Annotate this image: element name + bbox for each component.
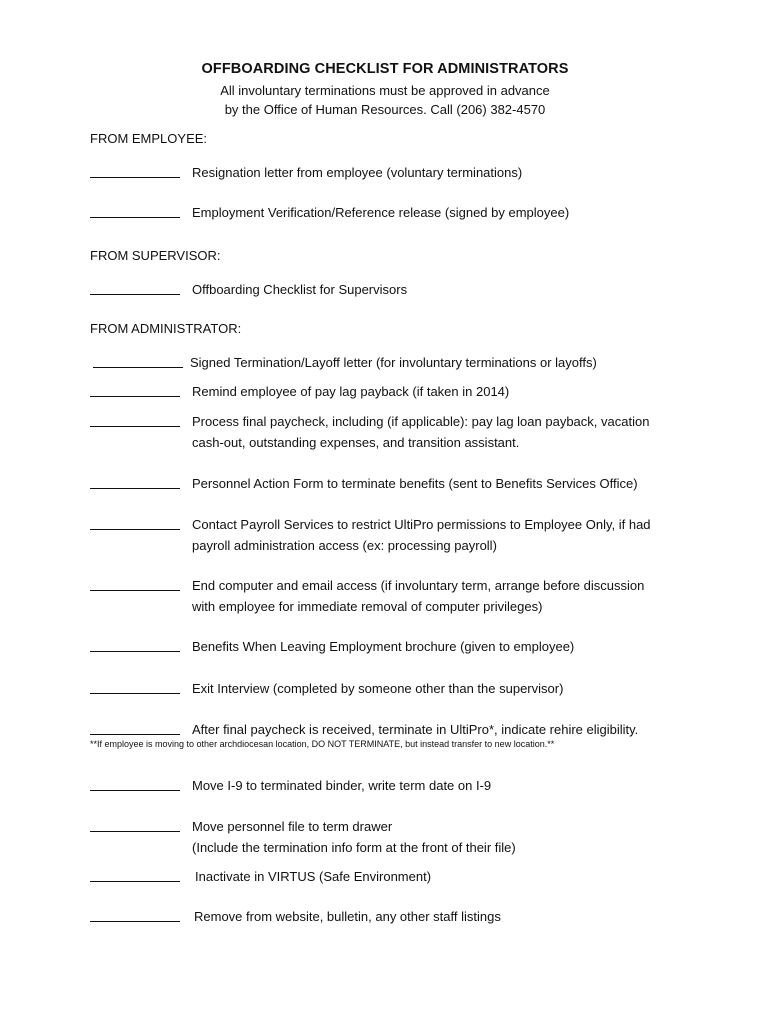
checkbox-blank-line[interactable] (90, 921, 180, 922)
checkbox-blank-line[interactable] (90, 590, 180, 591)
checklist-item-text-line-2: with employee for immediate removal of computer privileges) (192, 599, 543, 614)
checklist-item-text: Remove from website, bulletin, any other staff listings (194, 909, 501, 924)
checkbox-blank-line[interactable] (90, 831, 180, 832)
checklist-item-text (192, 816, 690, 858)
checkbox-blank-line[interactable] (90, 177, 180, 178)
checkbox-blank-line[interactable] (90, 693, 180, 694)
checkbox-blank-line[interactable] (90, 881, 180, 882)
checkbox-blank-line[interactable] (90, 734, 180, 735)
rehire-transfer-note: **If employee is moving to other archdiocesan location, DO NOT TERMINATE, but instead transfer to new location.** (90, 739, 555, 749)
document-title: OFFBOARDING CHECKLIST FOR ADMINISTRATORS (201, 61, 569, 77)
checklist-item-text: Offboarding Checklist for Supervisors (192, 282, 408, 297)
section-heading-supervisor: FROM SUPERVISOR: (90, 248, 221, 263)
checklist-item-text-line-1: End computer and email access (if involuntary term, arrange before discussion (192, 578, 645, 593)
checkbox-blank-line[interactable] (90, 217, 180, 218)
checklist-item-text-line-1: Contact Payroll Services to restrict UltiPro permissions to Employee Only, if had (192, 517, 651, 532)
checklist-item-text (192, 411, 690, 453)
checklist-item-text: Exit Interview (completed by someone other than the supervisor) (192, 681, 564, 696)
checklist-item-text-line-2: cash-out, outstanding expenses, and transition assistant. (192, 435, 520, 450)
checkbox-blank-line[interactable] (90, 426, 180, 427)
checkbox-blank-line[interactable] (90, 790, 180, 791)
checkbox-blank-line[interactable] (90, 294, 180, 295)
checkbox-blank-line[interactable] (93, 367, 183, 368)
subtitle-line-2: by the Office of Human Resources. Call (206) 382-4570 (224, 102, 546, 117)
subtitle-line-1: All involuntary terminations must be approved in advance (220, 83, 550, 98)
checkbox-blank-line[interactable] (90, 488, 180, 489)
checklist-item-text: After final paycheck is received, terminate in UltiPro*, indicate rehire eligibility. (192, 722, 639, 737)
checkbox-blank-line[interactable] (90, 396, 180, 397)
checklist-item-text: Personnel Action Form to terminate benefits (sent to Benefits Services Office) (192, 476, 638, 491)
section-heading-administrator: FROM ADMINISTRATOR: (90, 321, 242, 336)
checklist-item-text: Move I-9 to terminated binder, write term date on I-9 (192, 778, 492, 793)
checklist-item-text: Benefits When Leaving Employment brochure (given to employee) (192, 639, 575, 654)
checklist-item-text (192, 575, 690, 617)
checklist-item-text-line-1: Move personnel file to term drawer (192, 819, 393, 834)
checklist-item-text: Signed Termination/Layoff letter (for involuntary terminations or layoffs) (190, 355, 597, 370)
checklist-item-text: Remind employee of pay lag payback (if taken in 2014) (192, 384, 510, 399)
checklist-item-text: Inactivate in VIRTUS (Safe Environment) (195, 869, 432, 884)
checklist-item-text (192, 514, 690, 556)
checklist-item-text: Resignation letter from employee (voluntary terminations) (192, 165, 523, 180)
section-heading-employee: FROM EMPLOYEE: (90, 131, 208, 146)
checklist-item-text-line-2: payroll administration access (ex: processing payroll) (192, 538, 497, 553)
checklist-item-text: Employment Verification/Reference release (signed by employee) (192, 205, 570, 220)
checklist-item-text-line-1: Process final paycheck, including (if applicable): pay lag loan payback, vacation (192, 414, 650, 429)
checklist-item-text-line-2: (Include the termination info form at the front of their file) (192, 840, 516, 855)
checkbox-blank-line[interactable] (90, 529, 180, 530)
checkbox-blank-line[interactable] (90, 651, 180, 652)
